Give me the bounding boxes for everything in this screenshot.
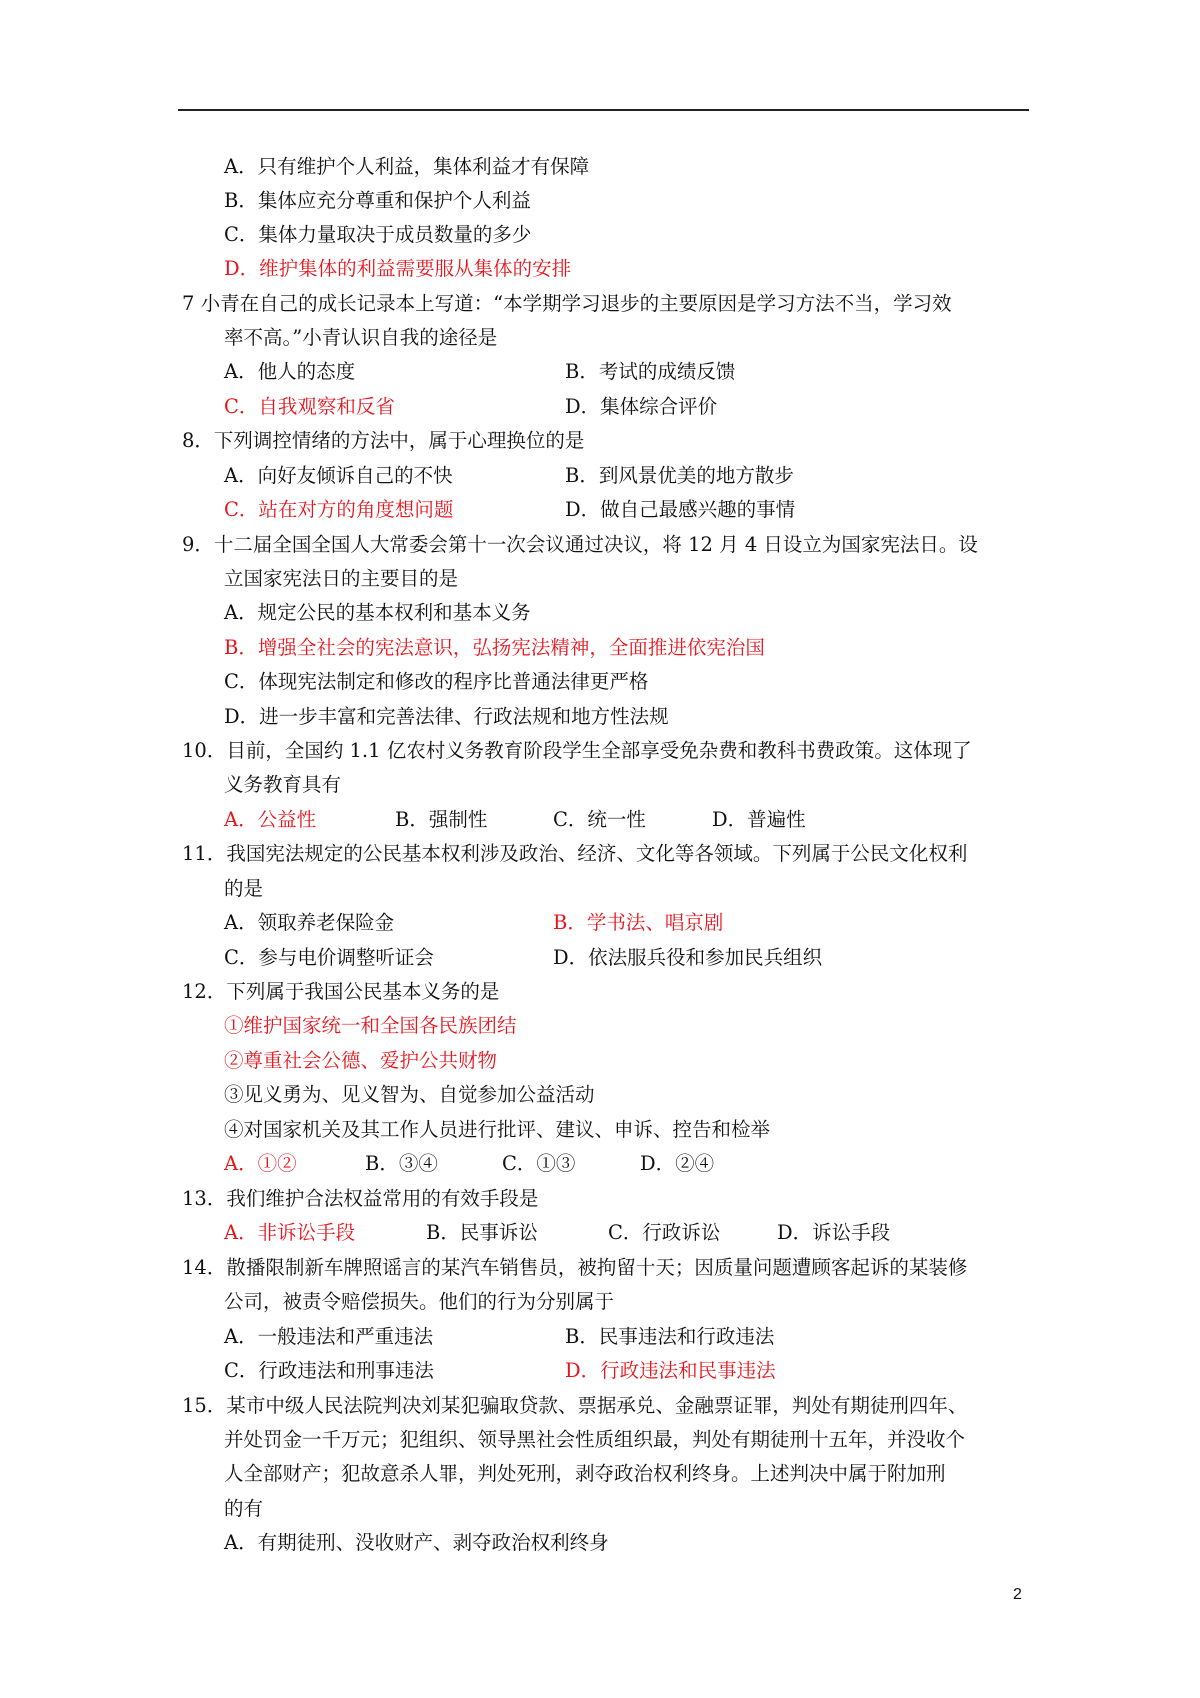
q10-stem-cont: 义务教育具有 xyxy=(224,773,342,796)
q14-option-a: A．一般违法和严重违法 xyxy=(224,1325,434,1348)
q9-option-d: D．进一步丰富和完善法律、行政法规和地方性法规 xyxy=(224,705,669,728)
q12-option-d: D．②④ xyxy=(640,1152,715,1175)
q13-stem: 13．我们维护合法权益常用的有效手段是 xyxy=(182,1187,539,1210)
q10-option-b: B．强制性 xyxy=(395,808,488,831)
q10-option-c: C．统一性 xyxy=(553,808,646,831)
prev-option-d-answer: D．维护集体的利益需要服从集体的安排 xyxy=(224,257,572,280)
q15-stem: 15．某市中级人民法院判决刘某犯骗取贷款、票据承兑、金融票证罪，判处有期徒刑四年、 xyxy=(182,1394,968,1417)
q8-stem: 8．下列调控情绪的方法中，属于心理换位的是 xyxy=(182,429,585,452)
q7-option-c-answer: C．自我观察和反省 xyxy=(224,395,395,418)
q12-option-b: B．③④ xyxy=(365,1152,438,1175)
q7-option-b: B．考试的成绩反馈 xyxy=(565,360,736,383)
q9-option-c: C．体现宪法制定和修改的程序比普通法律更严格 xyxy=(224,670,649,693)
q13-option-d: D．诉讼手段 xyxy=(777,1221,891,1244)
q13-option-b: B．民事诉讼 xyxy=(426,1221,538,1244)
q11-stem: 11．我国宪法规定的公民基本权利涉及政治、经济、文化等各领域。下列属于公民文化权利 xyxy=(182,842,968,865)
q9-stem-cont: 立国家宪法日的主要目的是 xyxy=(224,567,459,590)
q9-stem: 9．十二届全国全国人大常委会第十一次会议通过决议，将 12 月 4 日设立为国家宪法日。设 xyxy=(182,533,978,556)
q9-option-b-answer: B．增强全社会的宪法意识，弘扬宪法精神，全面推进依宪治国 xyxy=(224,636,765,659)
q15-stem-cont-2: 人全部财产；犯故意杀人罪，判处死刑，剥夺政治权利终身。上述判决中属于附加刑 xyxy=(224,1462,946,1485)
q8-option-b: B．到风景优美的地方散步 xyxy=(565,464,794,487)
q11-stem-cont: 的是 xyxy=(224,877,264,900)
header-rule xyxy=(178,109,1029,111)
q11-option-c: C．参与电价调整听证会 xyxy=(224,946,434,969)
q11-option-b-answer: B．学书法、唱京剧 xyxy=(553,911,724,934)
q12-item-3: ③见义勇为、见义智为、自觉参加公益活动 xyxy=(224,1083,595,1106)
q12-option-a-answer: A．①② xyxy=(224,1152,297,1175)
q14-option-d-answer: D．行政违法和民事违法 xyxy=(565,1359,776,1382)
prev-option-c: C．集体力量取决于成员数量的多少 xyxy=(224,223,532,246)
prev-option-a: A．只有维护个人利益，集体利益才有保障 xyxy=(224,155,590,178)
q15-stem-cont-1: 并处罚金一千万元；犯组织、领导黑社会性质组织最，判处有期徒刑十五年，并没收个 xyxy=(224,1428,966,1451)
prev-option-b: B．集体应充分尊重和保护个人利益 xyxy=(224,189,531,212)
q11-option-d: D．依法服兵役和参加民兵组织 xyxy=(553,946,823,969)
q9-option-a: A．规定公民的基本权利和基本义务 xyxy=(224,601,531,624)
q12-stem: 12．下列属于我国公民基本义务的是 xyxy=(182,980,500,1003)
q14-stem: 14．散播限制新车牌照谣言的某汽车销售员，被拘留十天；因质量问题遭顾客起诉的某装修 xyxy=(182,1256,968,1279)
q12-item-1: ①维护国家统一和全国各民族团结 xyxy=(224,1014,517,1037)
q13-option-a-answer: A．非诉讼手段 xyxy=(224,1221,356,1244)
q14-stem-cont: 公司，被责令赔偿损失。他们的行为分别属于 xyxy=(224,1290,615,1313)
q15-stem-cont-3: 的有 xyxy=(224,1497,264,1520)
q11-option-a: A．领取养老保险金 xyxy=(224,911,395,934)
q10-option-a-answer: A．公益性 xyxy=(224,808,317,831)
q7-option-d: D．集体综合评价 xyxy=(565,395,718,418)
q8-option-d: D．做自己最感兴趣的事情 xyxy=(565,498,796,521)
q7-stem-cont: 率不高。”小青认识自我的途径是 xyxy=(224,326,498,349)
q7-stem: 7 小青在自己的成长记录本上写道：“本学期学习退步的主要原因是学习方法不当，学习效 xyxy=(182,292,952,315)
q14-option-c: C．行政违法和刑事违法 xyxy=(224,1359,434,1382)
q14-option-b: B．民事违法和行政违法 xyxy=(565,1325,775,1348)
q12-option-c: C．①③ xyxy=(502,1152,576,1175)
page-number: 2 xyxy=(1013,1586,1022,1603)
q8-option-c-answer: C．站在对方的角度想问题 xyxy=(224,498,454,521)
q7-option-a: A．他人的态度 xyxy=(224,360,356,383)
q8-option-a: A．向好友倾诉自己的不快 xyxy=(224,464,453,487)
q12-item-2: ②尊重社会公德、爱护公共财物 xyxy=(224,1049,498,1072)
q15-option-a: A．有期徒刑、没收财产、剥夺政治权利终身 xyxy=(224,1531,609,1554)
q12-item-4: ④对国家机关及其工作人员进行批评、建议、申诉、控告和检举 xyxy=(224,1118,771,1141)
q10-stem: 10．目前，全国约 1.1 亿农村义务教育阶段学生全部享受免杂费和教科书费政策。这体现了 xyxy=(182,739,972,762)
q10-option-d: D．普遍性 xyxy=(712,808,806,831)
q13-option-c: C．行政诉讼 xyxy=(608,1221,721,1244)
